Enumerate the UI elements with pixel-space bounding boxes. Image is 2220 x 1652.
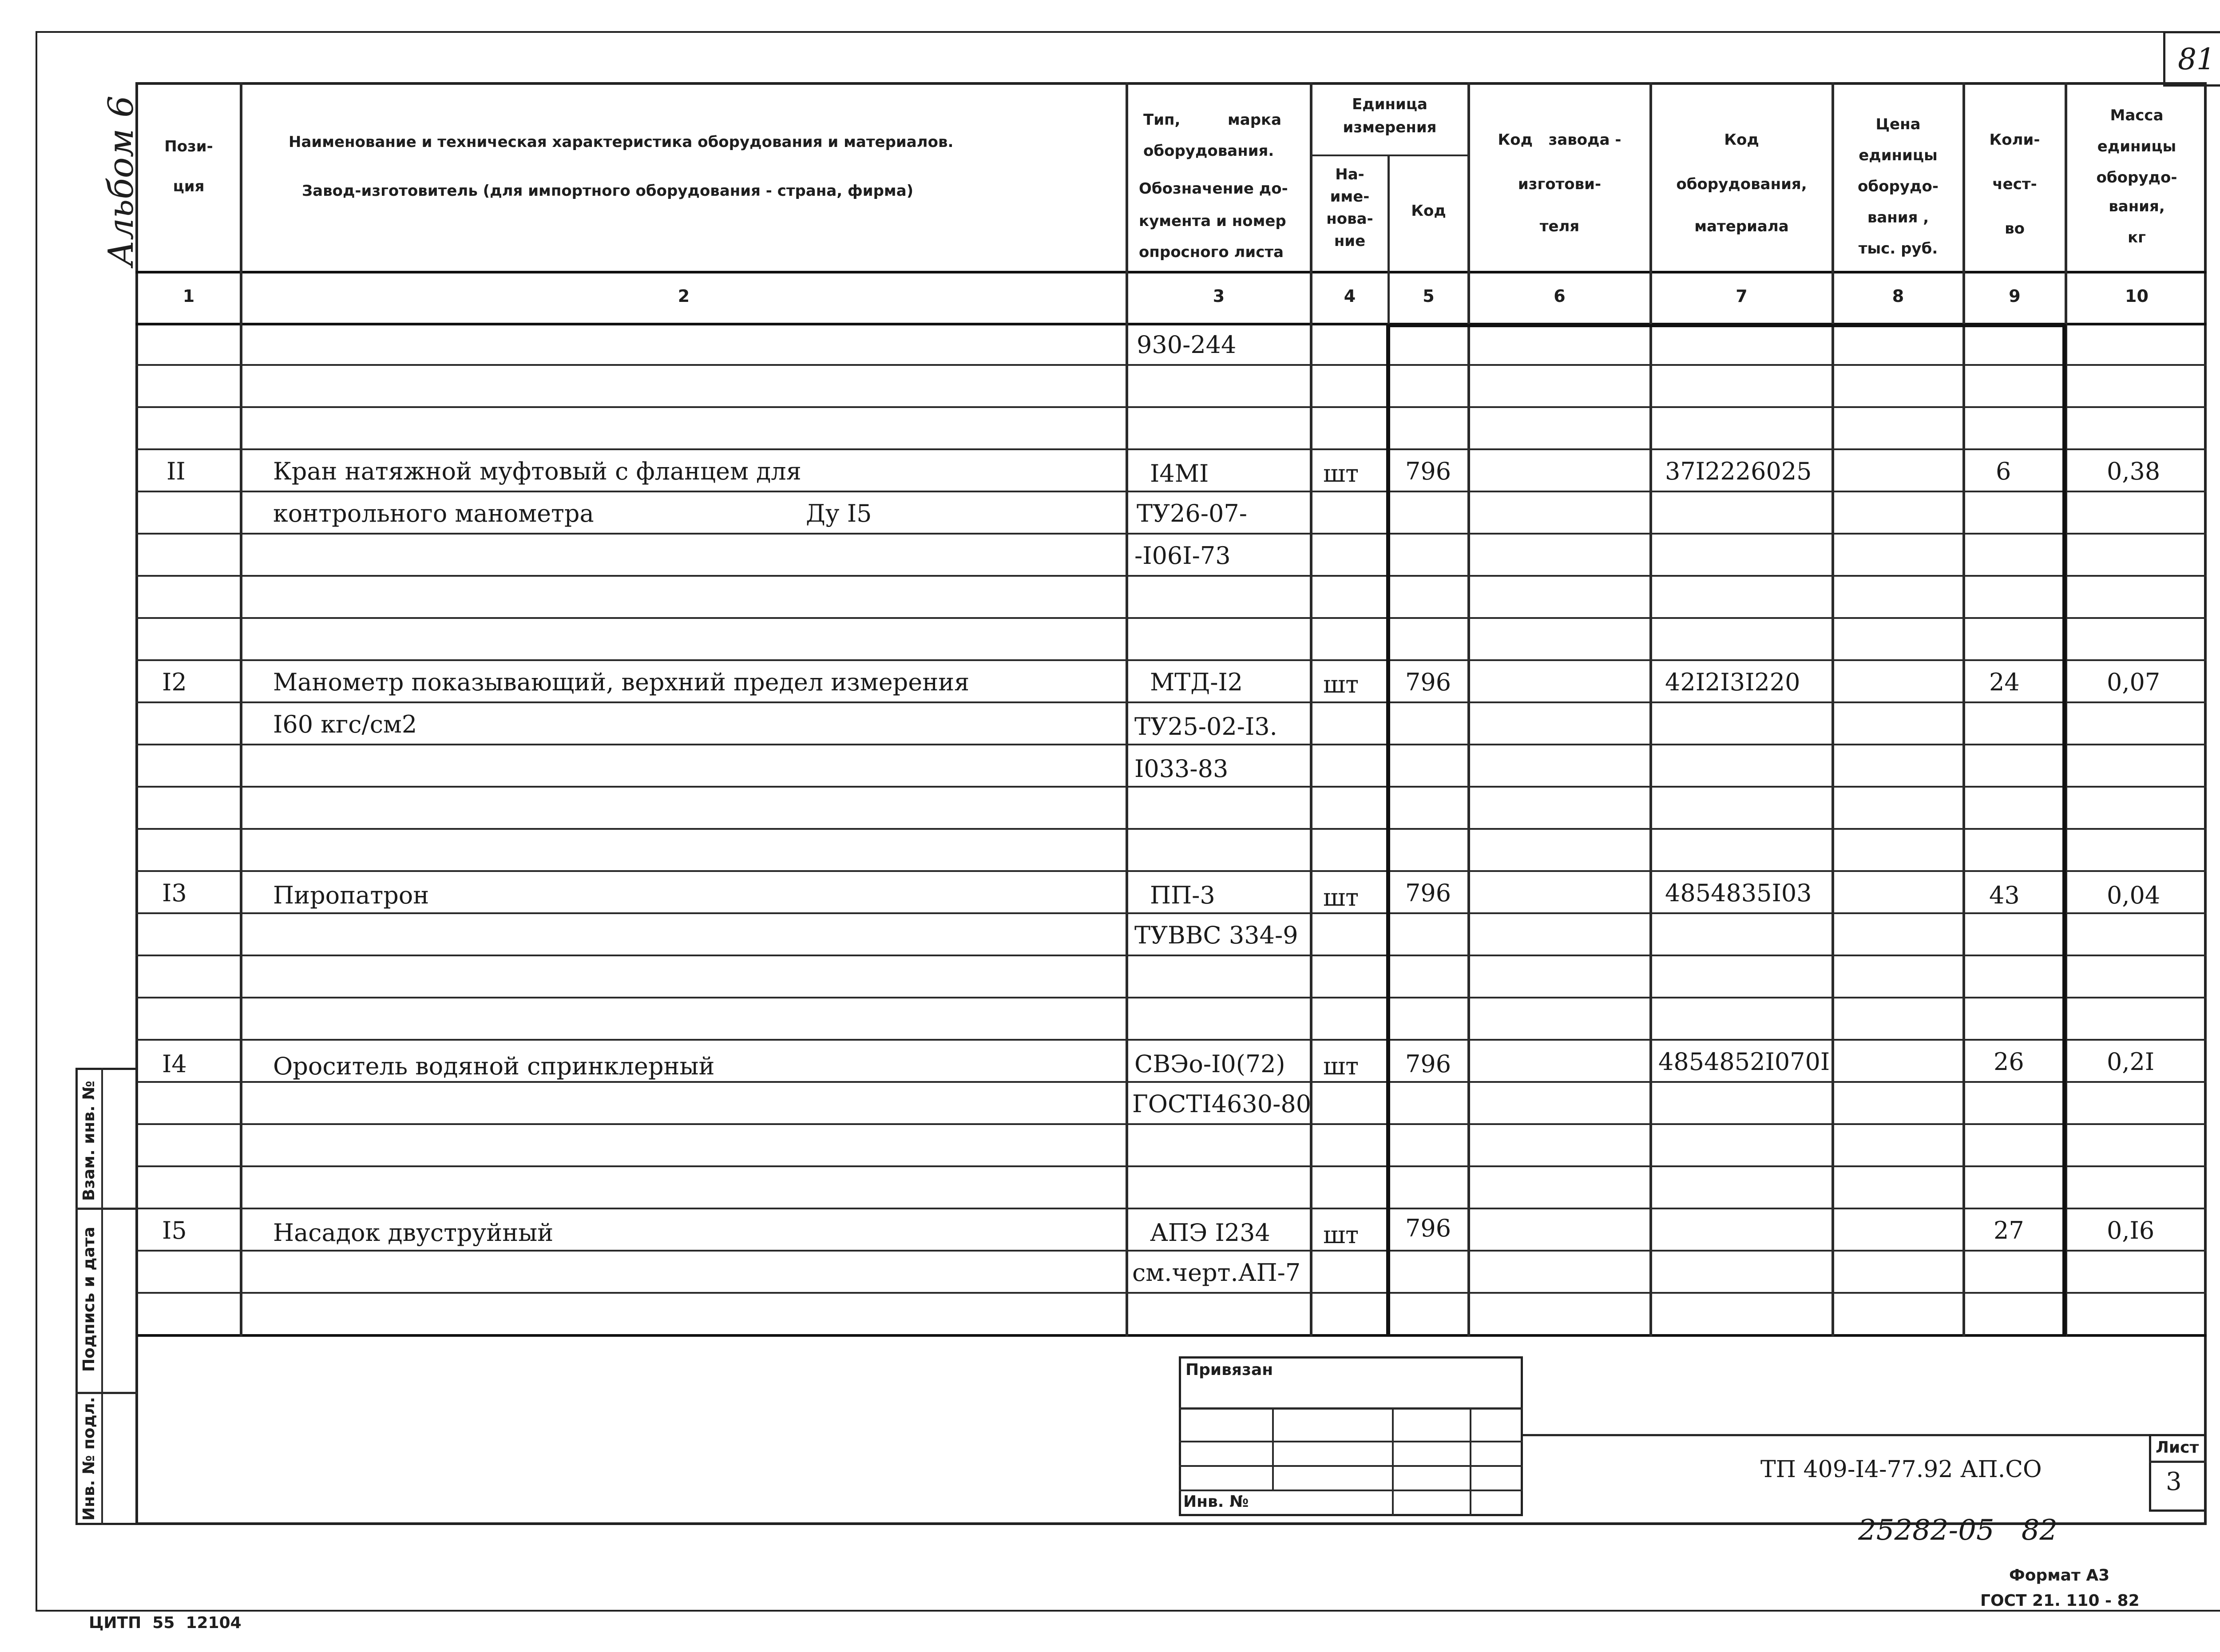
mass-cell: 0,2I [2107,1048,2155,1076]
name-cell: Манометр показывающий, верхний предел измерения [273,668,970,696]
header-type-5: опросного листа [1139,243,1284,261]
header-name-1: Наименование и техническая характеристика оборудования и материалов. [289,133,954,151]
type-cell: I4MI [1150,460,1209,487]
sheet-no-divider [2149,1461,2207,1463]
row-line [135,533,2207,535]
row-line [135,1081,2207,1083]
pos-cell: I4 [162,1050,187,1078]
row-line [135,744,2207,745]
row-line [135,1208,2207,1209]
header-type-3: Обозначение до- [1139,180,1288,198]
unit-cell: шт [1323,883,1359,911]
row-line [135,997,2207,998]
col-number: 1 [182,286,195,306]
gost-label: ГОСТ 21. 110 - 82 [1980,1592,2140,1610]
code-cell: 796 [1405,1214,1451,1242]
name-cell: I60 кгс/см2 [273,710,417,738]
qty-cell: 24 [1989,668,2020,696]
mass-cell: 0,38 [2107,457,2161,485]
name-cell: Насадок двуструйный [273,1219,554,1247]
header-name-2: Завод-изготовитель (для импортного оборудования - страна, фирма) [302,182,914,200]
album-label: Альбом 6 [101,95,141,266]
row-line [135,786,2207,788]
type-cell: -I06I-73 [1134,542,1231,570]
pos-cell: II [166,457,186,485]
equip-cell: 37I2226025 [1665,457,1812,485]
side-stamp-replace-inv: Взам. инв. № [80,1081,98,1201]
type-cell: ТУВВС 334-9 [1134,921,1298,949]
archive-number: 25282-05 82 [1858,1514,2058,1547]
qty-cell: 6 [1996,457,2011,485]
row-line [135,659,2207,661]
row-line [135,1292,2207,1294]
row-line [135,575,2207,577]
unit-cell: шт [1323,1052,1359,1080]
doc-code: ТП 409-I4-77.92 АП.СО [1760,1456,2042,1483]
side-stamp-divider-v [101,1068,103,1525]
mass-cell: 0,04 [2107,881,2161,909]
header-unit-code: Код [1411,202,1446,220]
col-number: 8 [1892,286,1904,306]
header-equip-3: материала [1694,218,1789,235]
mass-cell: 0,I6 [2107,1216,2155,1244]
row-line [135,1123,2207,1125]
block-top-line [1386,324,2066,327]
col-line [1832,82,1834,1336]
col-number: 9 [2009,286,2021,306]
header-price-5: тыс. руб. [1858,240,1938,258]
header-mass-2: единицы [2097,138,2176,155]
col-number: 4 [1344,286,1356,306]
block-right-line [2062,325,2066,1336]
header-price-1: Цена [1875,115,1921,133]
title-block-top-line [1523,1434,2207,1436]
col-number: 10 [2125,286,2149,306]
col-number: 7 [1736,286,1748,306]
col-line [240,82,242,1336]
col-line [1126,82,1128,1336]
header-type-2: оборудования. [1143,142,1274,160]
header-factory-1: Код завода - [1498,131,1621,149]
name-cell: Ороситель водяной спринклерный [273,1052,715,1080]
row-line [135,828,2207,830]
name-cell: контрольного манометра [273,499,594,527]
equip-cell: 42I2I3I220 [1665,668,1800,696]
side-stamp-divider [75,1392,138,1394]
linked-label: Привязан [1185,1361,1273,1379]
inv-number-label: Инв. № [1183,1493,1249,1511]
header-unit-name-1: На- [1335,166,1364,183]
block-left-line [1386,325,1390,1336]
unit-cell: шт [1323,1221,1359,1249]
type-cell: 930-244 [1137,331,1237,359]
side-stamp-signature-date: Подпись и дата [80,1227,98,1372]
side-stamp-divider [75,1208,138,1210]
row-line [135,955,2207,956]
row-line [135,364,2207,366]
col-line [1467,82,1470,1336]
row-line [135,491,2207,492]
row-line [135,701,2207,703]
col-line [1310,82,1312,1336]
header-factory-3: теля [1539,218,1580,235]
sheet-number: 3 [2166,1467,2182,1496]
pos-cell: I3 [162,879,187,907]
row-line [135,448,2207,450]
header-equip-2: оборудования, [1676,175,1807,193]
header-mass-3: оборудо- [2096,169,2177,186]
qty-cell: 27 [1994,1216,2024,1244]
sheet-mark: 81 [2178,42,2215,76]
type-cell: I033-83 [1134,755,1229,783]
equip-cell: 4854835I03 [1665,879,1812,907]
table-bottom-line [135,1334,2207,1337]
pos-cell: I5 [162,1216,187,1244]
header-type-4: кумента и номер [1139,212,1286,230]
linked-stamp-col [1392,1407,1394,1516]
mass-cell: 0,07 [2107,668,2161,696]
qty-cell: 43 [1989,881,2020,909]
type-cell: СВЭо-I0(72) [1134,1050,1285,1078]
col-number: 2 [678,286,690,306]
type-cell: ПП-3 [1150,881,1215,909]
sheet-label: Лист [2156,1438,2199,1457]
header-unit-name-2: име- [1330,188,1370,206]
name-cell: Кран натяжной муфтовый с фланцем для [273,457,801,485]
col-number: 5 [1423,286,1435,306]
col-line [1962,82,1965,1336]
linked-stamp-col [1470,1407,1471,1516]
row-line [135,1165,2207,1167]
header-unit-name-3: нова- [1326,210,1373,228]
header-mass-5: кг [2128,229,2146,246]
row-line [135,1039,2207,1041]
unit-cell: шт [1323,670,1359,698]
row-line [135,870,2207,872]
header-qty-1: Коли- [1989,131,2040,149]
type-cell: ТУ25-02-I3. [1134,713,1277,741]
header-mass-1: Масса [2110,107,2164,124]
col-number: 3 [1213,286,1225,306]
code-cell: 796 [1405,668,1451,696]
header-bottom-line [135,271,2207,273]
col-line [1649,82,1652,1336]
header-factory-2: изготови- [1518,175,1602,193]
code-cell: 796 [1405,879,1451,907]
header-price-2: единицы [1859,147,1938,164]
header-qty-2: чест- [1992,175,2037,193]
col-number: 6 [1554,286,1566,306]
pos-cell: I2 [162,668,187,696]
unit-cell: шт [1323,460,1359,487]
header-equip-1: Код [1724,131,1759,149]
header-pos-2: ция [173,178,205,195]
header-unit-name-4: ние [1334,232,1366,250]
header-mass-4: вания, [2109,198,2165,215]
type-cell: ТУ26-07- [1137,499,1247,527]
row-line [135,1250,2207,1252]
side-stamp-inv-orig: Инв. № подл. [80,1397,98,1521]
printer-label: ЦИТП 55 12104 [89,1614,242,1632]
equip-cell: 4854852I070I [1658,1048,1830,1076]
type-cell: ГОСТI4630-80 [1132,1090,1312,1118]
row-line [135,617,2207,619]
header-price-3: оборудо- [1858,178,1939,195]
name-extra-cell: Ду I5 [806,499,872,527]
qty-cell: 26 [1994,1048,2024,1076]
type-cell: АПЭ I234 [1150,1219,1270,1247]
row-line [135,406,2207,408]
linked-stamp-col [1272,1407,1274,1490]
header-price-4: вания , [1867,209,1929,226]
header-pos-1: Пози- [164,138,213,155]
code-cell: 796 [1405,457,1451,485]
header-qty-3: во [2005,220,2025,238]
row-line [135,912,2207,914]
name-cell: Пиропатрон [273,881,429,909]
header-unit-2: измерения [1343,119,1437,136]
format-label: Формат А3 [2009,1566,2110,1585]
type-cell: МТД-I2 [1150,668,1243,696]
header-type-1: Тип, марка [1143,111,1282,129]
code-cell: 796 [1405,1050,1451,1078]
type-cell: см.черт.АП-7 [1132,1259,1301,1287]
header-unit-1: Единица [1352,95,1427,113]
